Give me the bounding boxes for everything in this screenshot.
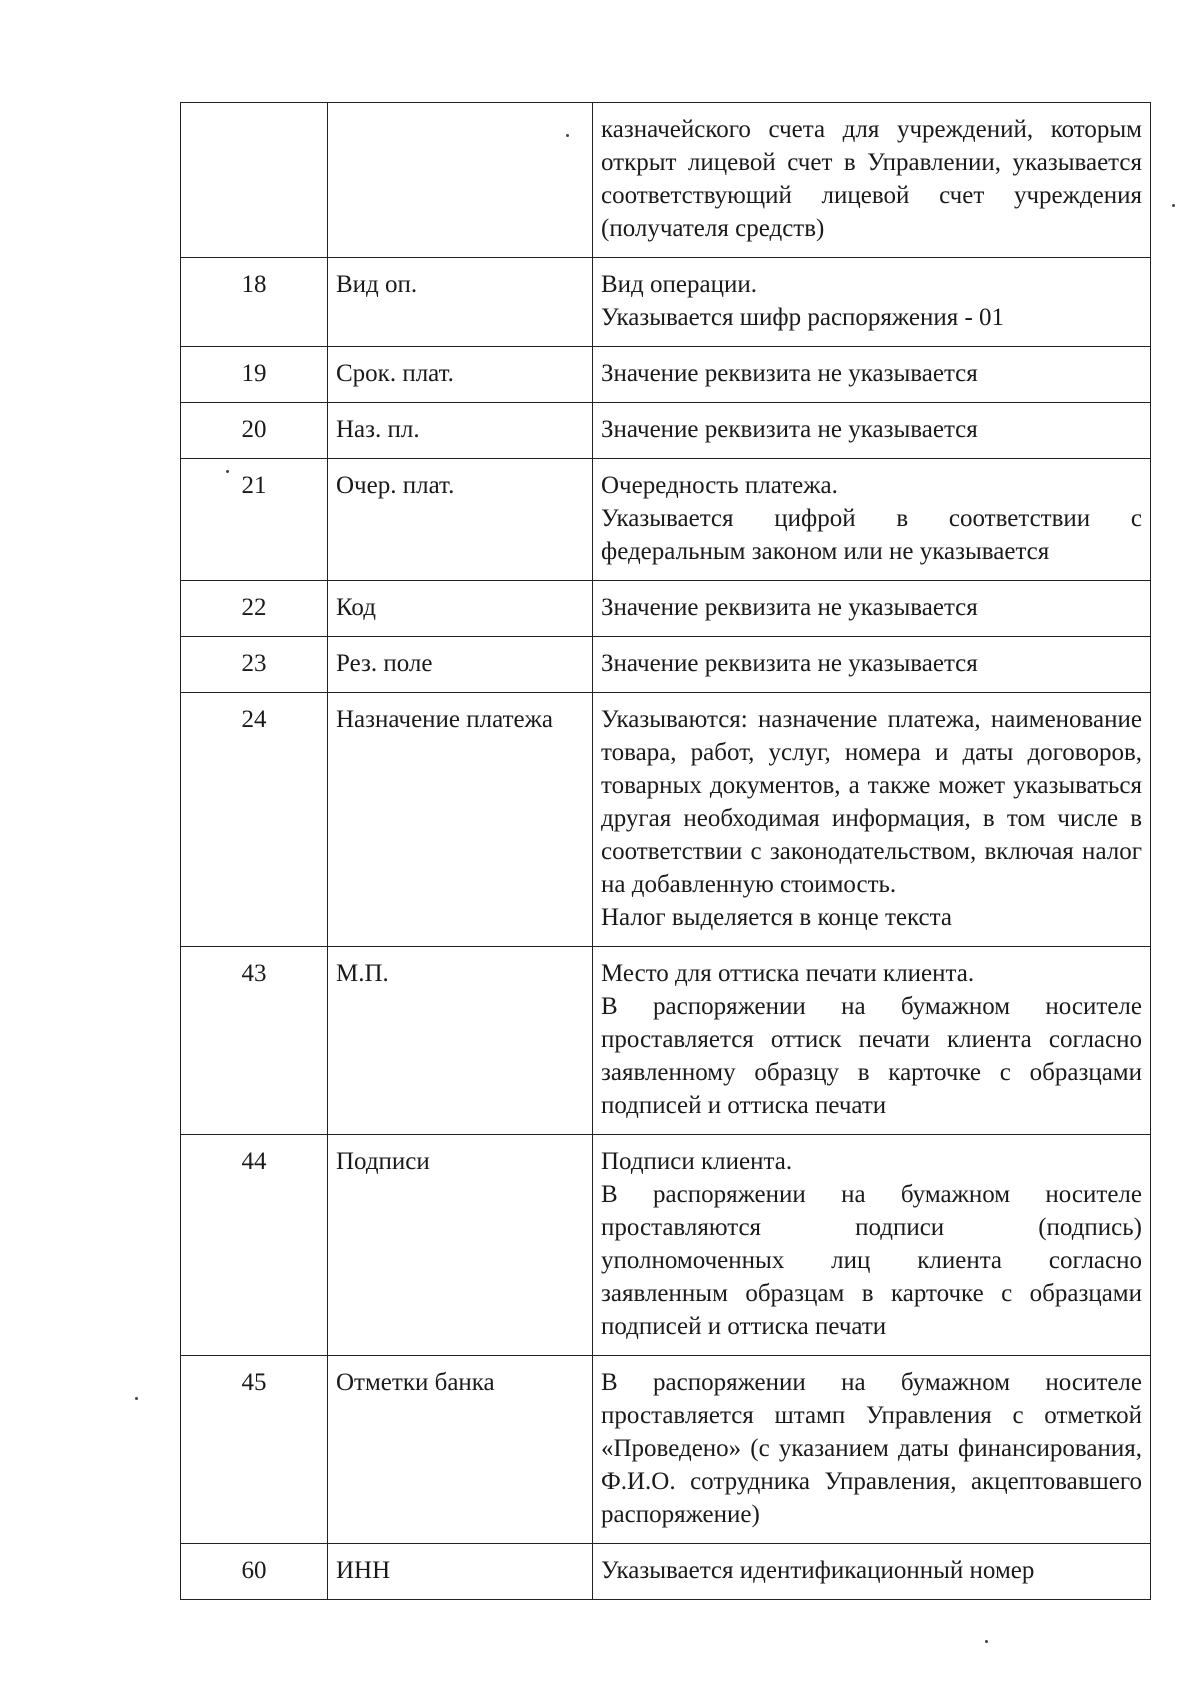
- requisite-description: [593, 581, 1151, 637]
- description-paragraph: казначейского счета для учреждений, которым открыт лицевой счет в Управлении, указывается соответствующий лицевой счет учреждения (получателя средств): [601, 116, 1142, 242]
- requisite-description: [593, 403, 1151, 459]
- requisite-description: [593, 1544, 1151, 1600]
- row-number: 24: [181, 693, 328, 947]
- description-paragraph: В распоряжении на бумажном носителе проставляется оттиск печати клиента согласно заявленному образцу в карточке с образцами подписей и оттиска печати: [601, 993, 1142, 1119]
- requisite-name: Отметки банка: [328, 1356, 593, 1544]
- row-number: 44: [181, 1135, 328, 1356]
- row-number: 20: [181, 403, 328, 459]
- requisite-description: [593, 347, 1151, 403]
- scan-speck: [985, 1640, 988, 1643]
- table-row: [181, 947, 1151, 1135]
- description-paragraph: Подписи клиента.: [601, 1148, 793, 1175]
- requisite-description: [593, 947, 1151, 1135]
- row-number: [181, 103, 328, 258]
- requisite-name: Срок. плат.: [328, 347, 593, 403]
- description-paragraph: В распоряжении на бумажном носителе проставляются подписи (подпись) уполномоченных лиц клиента согласно заявленным образцам в карточке с образцами подписей и оттиска печати: [601, 1181, 1142, 1340]
- description-paragraph: Указываются: назначение платежа, наименование товара, работ, услуг, номера и даты договоров, товарных документов, а также может указываться другая необходимая информация, в том числе в соответствии с законодательством, включая налог на добавленную стоимость.: [601, 706, 1142, 898]
- table-row: [181, 1135, 1151, 1356]
- requisite-name: Код: [328, 581, 593, 637]
- row-number: 18: [181, 258, 328, 347]
- requisite-name: ИНН: [328, 1544, 593, 1600]
- row-number: 43: [181, 947, 328, 1135]
- scan-speck: [226, 470, 229, 473]
- requisite-name: Вид оп.: [328, 258, 593, 347]
- table-row: [181, 403, 1151, 459]
- row-number: 45: [181, 1356, 328, 1544]
- description-paragraph: Указывается идентификационный номер: [601, 1557, 1035, 1584]
- requisite-description: [593, 693, 1151, 947]
- scan-speck: [1172, 204, 1175, 207]
- description-paragraph: Очередность платежа.: [601, 472, 838, 499]
- requisite-description: [593, 103, 1151, 258]
- description-paragraph: Значение реквизита не указывается: [601, 650, 978, 677]
- table-row: [181, 581, 1151, 637]
- requisite-name: Рез. поле: [328, 637, 593, 693]
- row-number: 22: [181, 581, 328, 637]
- requisite-name: Назначение платежа: [328, 693, 593, 947]
- requisite-description: [593, 459, 1151, 581]
- row-number: 21: [181, 459, 328, 581]
- requisite-name: Наз. пл.: [328, 403, 593, 459]
- table-row: [181, 637, 1151, 693]
- row-number: 60: [181, 1544, 328, 1600]
- description-paragraph: Значение реквизита не указывается: [601, 360, 978, 387]
- description-paragraph: Значение реквизита не указывается: [601, 594, 978, 621]
- scan-speck: [135, 1397, 138, 1400]
- requisite-description: [593, 258, 1151, 347]
- requisite-name: [328, 103, 593, 258]
- description-paragraph: Место для оттиска печати клиента.: [601, 960, 975, 987]
- description-paragraph: Указывается шифр распоряжения - 01: [601, 304, 1005, 331]
- table-row: [181, 693, 1151, 947]
- table-row: [181, 1356, 1151, 1544]
- requisite-name: Подписи: [328, 1135, 593, 1356]
- scan-speck: [566, 134, 569, 137]
- table-row: [181, 258, 1151, 347]
- requisite-description: [593, 637, 1151, 693]
- description-paragraph: Значение реквизита не указывается: [601, 416, 978, 443]
- description-paragraph: Указывается цифрой в соответствии с федеральным законом или не указывается: [601, 505, 1142, 565]
- requisite-description: [593, 1356, 1151, 1544]
- table-row: [181, 1544, 1151, 1600]
- requisite-name: М.П.: [328, 947, 593, 1135]
- description-paragraph: В распоряжении на бумажном носителе проставляется штамп Управления с отметкой «Проведено» (с указанием даты финансирования, Ф.И.О. сотрудника Управления, акцептовавшего распоряжение): [601, 1369, 1142, 1528]
- requisite-description: [593, 1135, 1151, 1356]
- requisites-table-body: [181, 103, 1151, 1600]
- description-paragraph: Вид операции.: [601, 271, 757, 298]
- table-row: [181, 103, 1151, 258]
- description-paragraph: Налог выделяется в конце текста: [601, 904, 952, 931]
- requisite-name: Очер. плат.: [328, 459, 593, 581]
- row-number: 23: [181, 637, 328, 693]
- requisites-table: [180, 102, 1151, 1600]
- row-number: 19: [181, 347, 328, 403]
- table-row: [181, 459, 1151, 581]
- table-row: [181, 347, 1151, 403]
